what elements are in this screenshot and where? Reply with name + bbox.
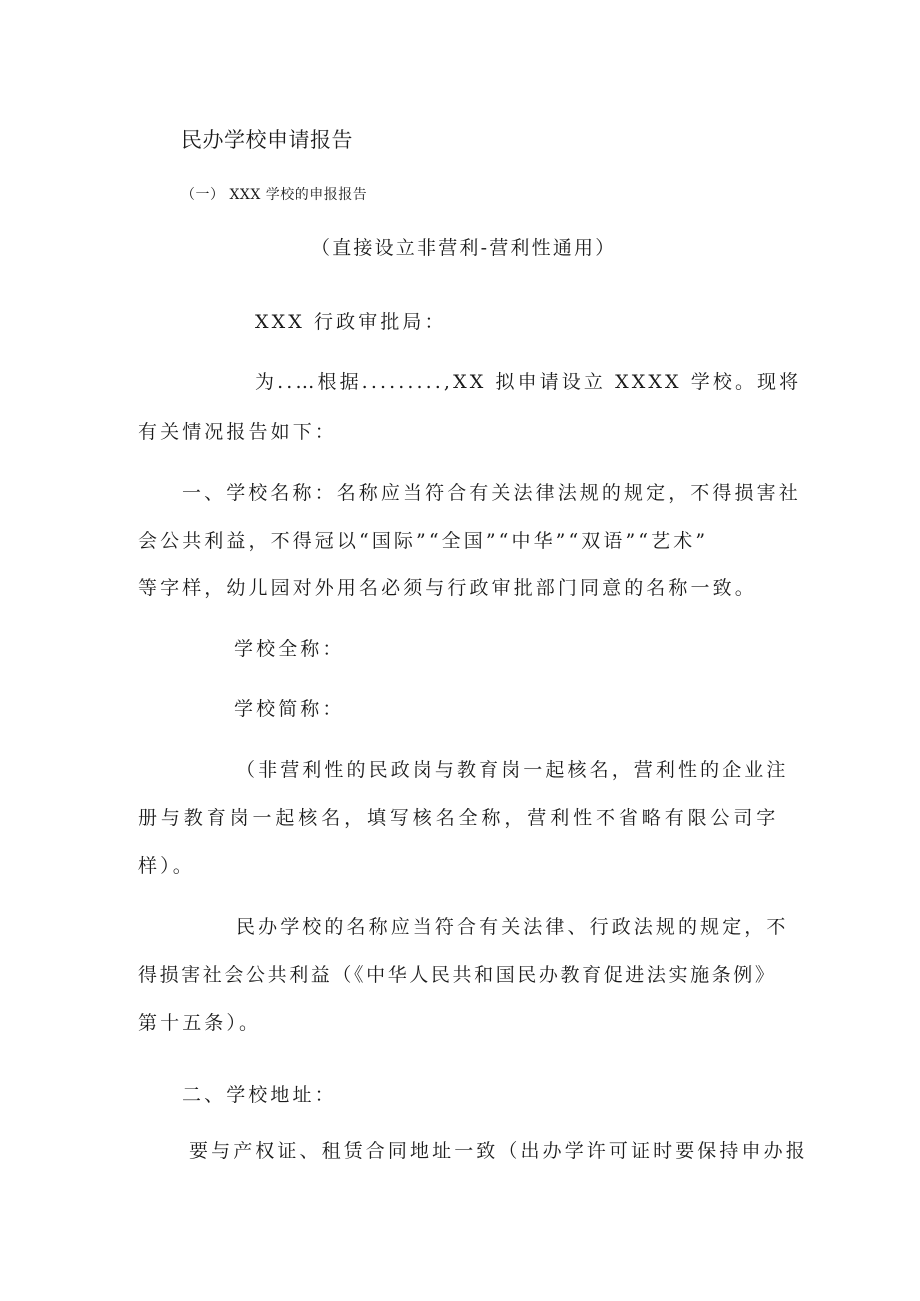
applicability-note: （直接设立非营利-营利性通用） (311, 237, 617, 259)
document-title: 民办学校申请报告 (181, 128, 353, 152)
section-two-heading: 二、学校地址： (182, 1084, 337, 1106)
addressee: XXX 行政审批局： (255, 311, 447, 333)
naming-note-line-1: （非营利性的民政岗与教育岗一起核名，营利性的企业注 (236, 759, 789, 781)
section-one-line-3: 等字样，幼儿园对外用名必须与行政审批部门同意的名称一致。 (138, 577, 757, 599)
law-reference-line-3: 第十五条）。 (138, 1012, 262, 1034)
section-one-line-1: 一、学校名称：名称应当符合有关法律法规的规定，不得损害社 (182, 482, 801, 504)
naming-note-line-2: 册与教育岗一起核名，填写核名全称，营利性不省略有限公司字 (138, 807, 780, 829)
intro-line-1: 为..…根据.........,XX 拟申请设立 XXXX 学校。现将 (255, 371, 802, 393)
law-reference-line-1: 民办学校的名称应当符合有关法律、行政法规的规定，不 (236, 916, 789, 938)
sub-heading: （一） XXX 学校的申报报告 (181, 187, 368, 203)
school-short-name-label: 学校简称： (234, 698, 345, 720)
section-two-line-1: 要与产权证、租赁合同地址一致（出办学许可证时要保持申办报 (189, 1140, 808, 1162)
naming-note-line-3: 样）。 (138, 855, 195, 877)
intro-line-2: 有关情况报告如下： (138, 421, 337, 443)
section-one-line-2: 会公共利益，不得冠以“国际”“全国”“中华”“双语”“艺术” (138, 530, 709, 552)
law-reference-line-2: 得损害社会公共利益（《中华人民共和国民办教育促进法实施条例》 (138, 964, 777, 986)
school-full-name-label: 学校全称： (234, 638, 345, 660)
